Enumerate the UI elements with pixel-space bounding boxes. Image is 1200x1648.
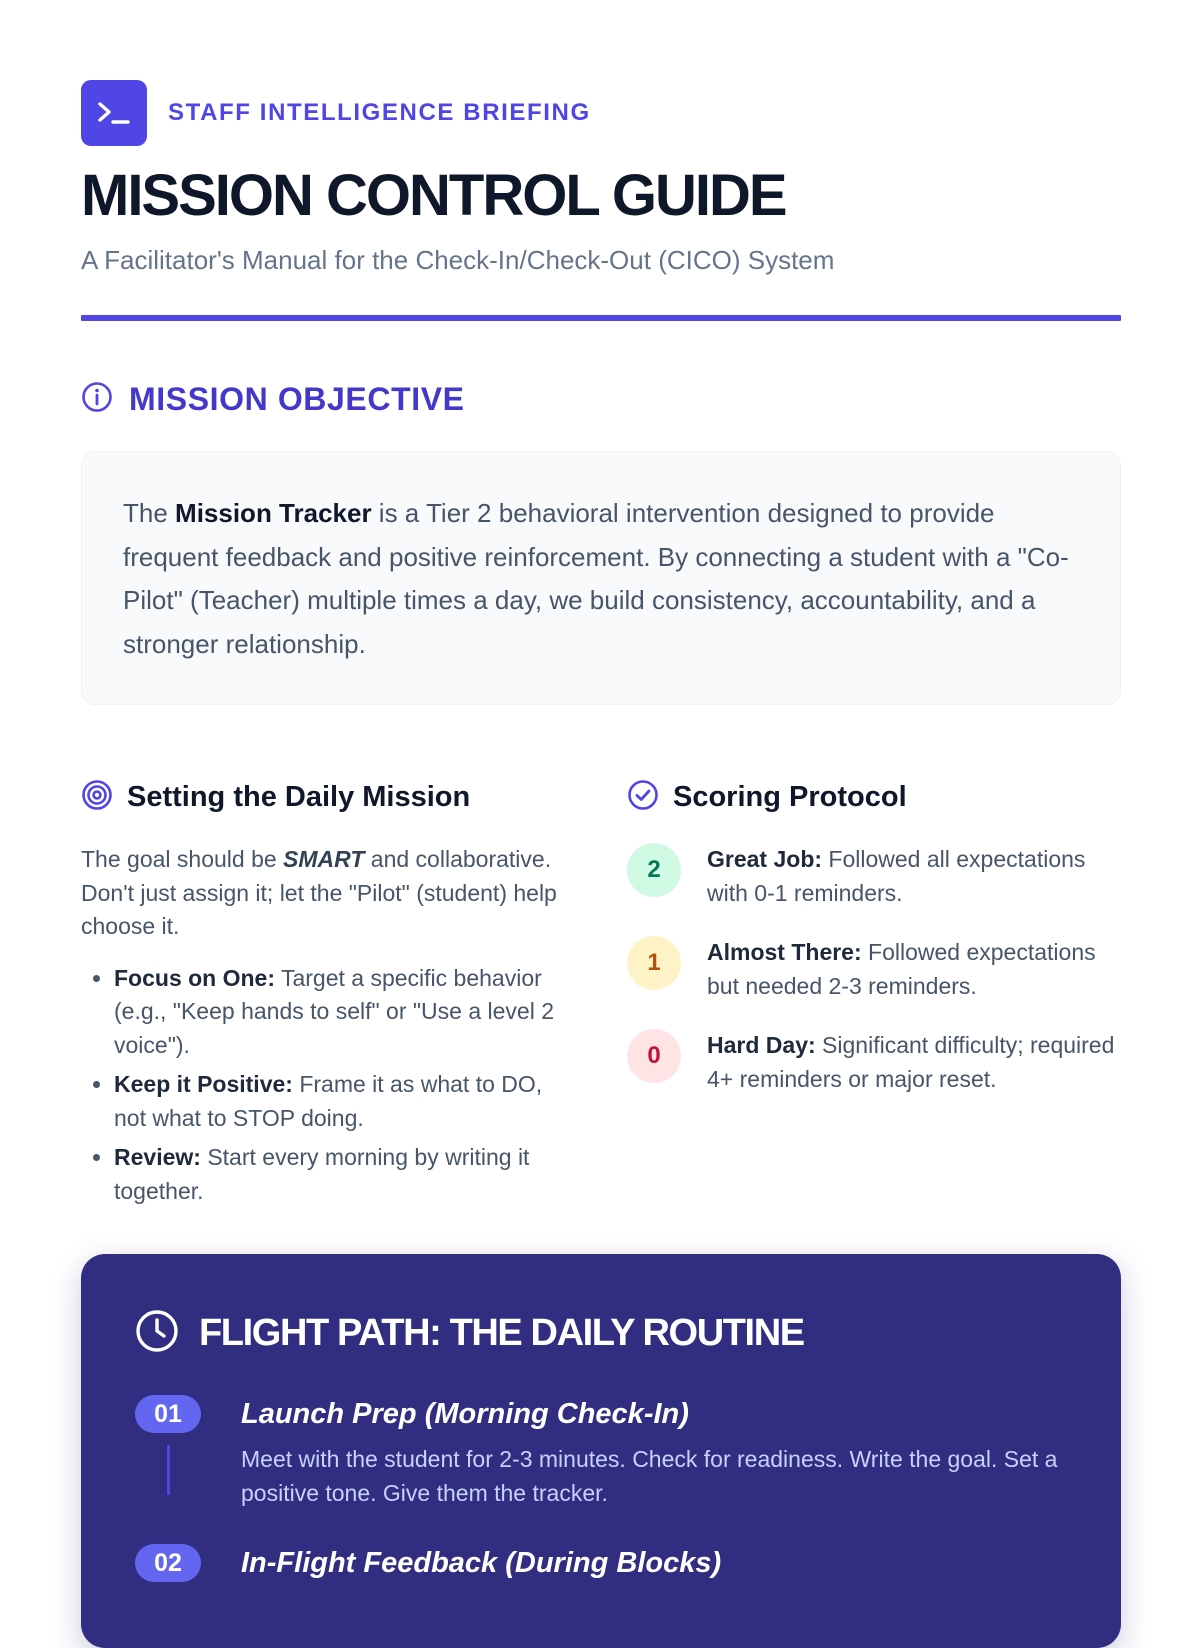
step-body [241, 1395, 1067, 1510]
page-subtitle: A Facilitator's Manual for the Check-In/Check-Out (CICO) System [81, 245, 835, 275]
step-connector [167, 1445, 170, 1495]
step-number: 01 [135, 1395, 201, 1433]
intro-text-start: The goal should be [81, 846, 284, 872]
objective-box [81, 451, 1121, 705]
score-list [627, 843, 1121, 1096]
step-number: 02 [135, 1544, 201, 1582]
target-icon [81, 779, 113, 816]
flight-path-card [81, 1254, 1121, 1648]
scoring-heading-label: Scoring Protocol [673, 780, 907, 813]
header-divider [81, 315, 1121, 321]
score-description [707, 936, 1121, 1003]
two-column-section [81, 777, 1121, 1214]
intro-text-rest: and collaborative. Don't just assign it; let the "Pilot" (student) help choose it. [81, 846, 557, 939]
score-badge: 1 [627, 936, 681, 990]
bullet-text: Start every morning by writing it together. [114, 1144, 530, 1204]
bullet-label: Keep it Positive: [114, 1071, 293, 1097]
list-item [114, 1068, 571, 1135]
objective-heading [81, 379, 1121, 419]
flight-path-heading-label: FLIGHT PATH: THE DAILY ROUTINE [199, 1311, 804, 1354]
score-text: Followed all expectations with 0-1 reminders. [707, 846, 1086, 906]
step-list [135, 1395, 1067, 1582]
page-title: MISSION CONTROL GUIDE [81, 163, 786, 228]
score-badge: 2 [627, 843, 681, 897]
objective-heading-label: MISSION OBJECTIVE [129, 380, 465, 417]
bullet-label: Review: [114, 1144, 201, 1170]
score-label: Great Job: [707, 846, 823, 872]
bullet-label: Focus on One: [114, 964, 275, 991]
bullet-text: Target a specific behavior (e.g., "Keep hands to self" or "Use a level 2 voice"). [114, 964, 555, 1058]
daily-mission-heading [81, 777, 571, 817]
daily-mission-bullets [81, 962, 571, 1209]
daily-mission-heading-label: Setting the Daily Mission [127, 780, 471, 813]
score-item-1 [627, 936, 1121, 1003]
bullet-text: Frame it as what to DO, not what to STOP doing. [114, 1071, 543, 1131]
step-item [135, 1544, 1067, 1582]
scoring-column [627, 777, 1121, 1214]
step-marker [135, 1544, 201, 1582]
objective-text-rest: is a Tier 2 behavioral intervention designed to provide frequent feedback and positive reinforcement. By connecting a student with a "Co-Pilot" (Teacher) multiple times a day, we build consistency, accountability, and a stronger relationship. [123, 498, 1069, 659]
score-text: Significant difficulty; required 4+ reminders or major reset. [707, 1032, 1115, 1092]
flight-path-heading [135, 1308, 1067, 1358]
score-item-0 [627, 1029, 1121, 1096]
score-label: Hard Day: [707, 1032, 816, 1058]
terminal-icon [81, 80, 147, 146]
check-circle-icon [627, 779, 659, 816]
info-icon [81, 381, 113, 418]
score-description [707, 1029, 1121, 1096]
step-marker [135, 1395, 201, 1495]
page [81, 80, 1121, 1648]
list-item [114, 962, 571, 1063]
clock-icon [135, 1309, 179, 1358]
score-text: Followed expectations but needed 2-3 reminders. [707, 939, 1096, 999]
step-item [135, 1395, 1067, 1510]
score-item-2 [627, 843, 1121, 910]
step-title: Launch Prep (Morning Check-In) [241, 1398, 689, 1430]
list-item [114, 1141, 571, 1208]
header-row [81, 80, 1121, 146]
score-label: Almost There: [707, 939, 862, 965]
step-body [241, 1544, 721, 1582]
eyebrow-label: STAFF INTELLIGENCE BRIEFING [168, 99, 591, 126]
step-description: Meet with the student for 2-3 minutes. Check for readiness. Write the goal. Set a positive tone. Give them the tracker. [241, 1446, 1058, 1506]
objective-text-start: The [123, 498, 176, 528]
daily-mission-intro [81, 843, 571, 944]
score-badge: 0 [627, 1029, 681, 1083]
objective-text-bold: Mission Tracker [175, 498, 372, 528]
intro-text-em: SMART [283, 846, 365, 872]
scoring-heading [627, 777, 1121, 817]
step-title: In-Flight Feedback (During Blocks) [241, 1547, 722, 1579]
daily-mission-column [81, 777, 571, 1214]
score-description [707, 843, 1121, 910]
